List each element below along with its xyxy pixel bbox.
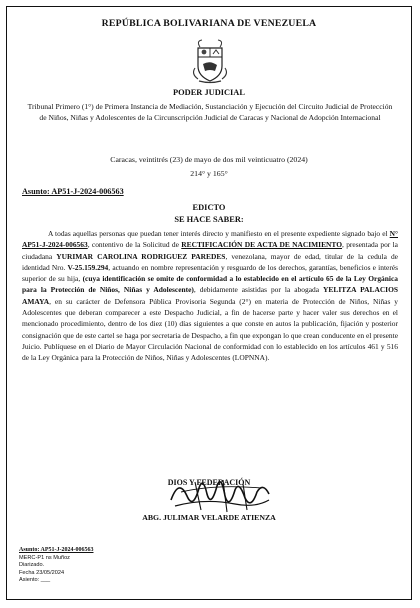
case-number: Asunto: AP51-J-2024-006563 — [22, 187, 124, 196]
republic-heading: REPÚBLICA BOLIVARIANA DE VENEZUELA — [101, 18, 317, 29]
body-text-3: , presentada por la ciudadana — [22, 240, 398, 261]
footer-line-2: MERC-P1 ns Muñoz — [19, 554, 70, 561]
body-text-5: , actuando en nombre representación y resguardo de los derechos, garantías, beneficios e interés superior de su hija, — [22, 262, 399, 284]
edict-title: EDICTO — [192, 203, 226, 212]
body-text-4: , venezolana, mayor de edad, titular de la cedula de identidad Nro. — [22, 251, 398, 272]
footer-line-3: Diarizado. — [19, 562, 45, 569]
footer-line-5: Asiento: ___ — [19, 577, 51, 584]
applicant-name: YURIMAR CAROLINA RODRIGUEZ PAREDES — [56, 251, 226, 261]
case-reference: N° AP51-J-2024-006563 — [22, 229, 398, 250]
id-number: V-25.159.294 — [67, 262, 109, 272]
body-text-6: , debidamente asistidas por la abogada — [193, 285, 324, 295]
body-text-7: , en su carácter de Defensora Pública Provisoria Segunda (2°) en materia de Protección de Niños, Niñas y Adolescentes que deberan comparecer a este Despacho Judicial, a fin de hacerse parte y hacer valer sus derechos en el mencionado procedimiento, dentro de los diez (10) días siguientes a que conste en autos la publicación, fijación y posterior consignación que de este cartel se haga por secretaria de Despacho, a fin que expongan lo que crean conducente en el presente Juicio. Publíquese en el Diario de Mayor Circulación Nacional de conformidad con lo establecido en los artículos 461 y 516 de la Ley Orgánica para la Protección de Niños, Niñas y Adolescentes (LOPNNA). — [22, 296, 398, 363]
signature-icon — [165, 470, 275, 518]
omitted-identity-note: (cuya identificación se omite de conformidad a lo establecido en el artículo 65 de la Ley Orgánica para la Protección de Niños, Niñas y Adolescente) — [22, 274, 398, 295]
body-text-2: , contentivo de la Solicitud de — [87, 240, 182, 250]
independence-years: 214° y 165° — [190, 169, 228, 178]
tribunal-name: Tribunal Primero (1°) de Primera Instancia de Mediación, Sustanciación y Ejecución del Circuito Judicial de Protección de Niños, Niñas y Adolescentes de la Circunscripción Judicial de Caracas y Nacional de Adopción Internacional — [27, 102, 393, 122]
closing-motto: DIOS Y FEDERACIÓN — [167, 478, 251, 487]
body-text-1: A todas aquellas personas que puedan tener interés directo y manifiesto en el presente expediente signado bajo el — [48, 229, 390, 238]
edict-document — [6, 6, 412, 600]
footer-notes — [19, 547, 94, 585]
request-type: RECTIFICACIÓN DE ACTA DE NACIMIENTO — [181, 240, 343, 250]
hace-saber-title: SE HACE SABER: — [174, 215, 244, 224]
lawyer-name: YELITZA PALACIOS AMAYA — [22, 285, 399, 306]
coat-of-arms-icon — [190, 38, 230, 84]
judicial-power-heading: PODER JUDICIAL — [173, 88, 245, 97]
footer-case-number: Asunto: AP51-J-2024-006563 — [19, 547, 94, 553]
footer-line-4: Fecha 23/05/2024 — [19, 569, 65, 576]
judge-name: ABG. JULIMAR VELARDE ATIENZA — [142, 513, 276, 522]
edict-body — [22, 228, 398, 364]
document-date: Caracas, veintitrés (23) de mayo de dos mil veinticuatro (2024) — [110, 155, 308, 164]
